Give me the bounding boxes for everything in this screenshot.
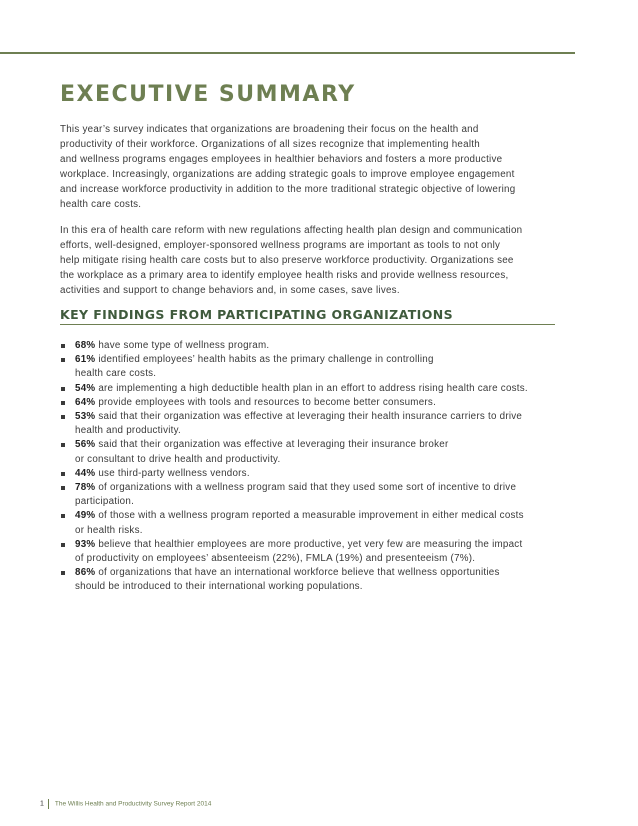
finding-percent: 93%	[75, 538, 96, 550]
finding-text: health and productivity.	[75, 425, 182, 437]
finding-text: of those with a wellness program reported a measurable improvement in either medical costs	[98, 510, 524, 522]
text-line	[75, 467, 560, 481]
bullet-icon	[61, 472, 65, 476]
finding-item	[60, 438, 560, 466]
finding-text: are implementing a high deductible health plan in an effort to address rising health care costs.	[98, 382, 528, 394]
text-line: workplace. Increasingly, organizations are adding strategic goals to improve employee engagement	[60, 168, 515, 180]
text-line: health care costs.	[60, 198, 142, 210]
finding-percent: 64%	[75, 396, 96, 408]
finding-text: believe that healthier employees are more productive, yet very few are measuring the impact	[98, 538, 523, 550]
finding-item	[60, 353, 560, 381]
intro-text	[60, 123, 560, 311]
finding-text: provide employees with tools and resources to become better consumers.	[98, 396, 437, 408]
finding-text: of organizations that have an international workforce believe that wellness opportunities	[98, 567, 500, 579]
text-line: help mitigate rising health care costs but to also preserve workforce productivity. Organizations see	[60, 255, 514, 267]
finding-percent: 49%	[75, 510, 96, 522]
finding-item	[60, 382, 560, 396]
text-line	[75, 410, 560, 424]
text-line	[75, 438, 560, 452]
report-name: The Willis Health and Productivity Survey Report 2014	[54, 800, 212, 808]
text-line: In this era of health care reform with new regulations affecting health plan design and communication	[60, 225, 523, 237]
finding-percent: 44%	[75, 467, 96, 479]
finding-item	[60, 566, 560, 594]
text-line: and wellness programs engages employees in healthier behaviors and fosters a more productive	[60, 153, 503, 165]
text-line	[75, 339, 560, 353]
finding-text: said that their organization was effective at leveraging their insurance broker	[98, 439, 449, 451]
finding-percent: 56%	[75, 439, 96, 451]
page-number: 1	[40, 800, 44, 808]
text-line	[75, 353, 560, 367]
text-line	[75, 382, 560, 396]
finding-percent: 78%	[75, 482, 96, 494]
text-line	[75, 566, 560, 580]
page-title: EXECUTIVE SUMMARY	[60, 82, 356, 107]
finding-text: participation.	[75, 496, 135, 508]
finding-item	[60, 467, 560, 481]
finding-text: health care costs.	[75, 368, 157, 380]
bullet-icon	[61, 387, 65, 391]
finding-item	[60, 509, 560, 537]
text-line: activities and support to change behaviors and, in some cases, save lives.	[60, 285, 400, 297]
finding-item	[60, 410, 560, 438]
bullet-icon	[61, 358, 65, 362]
finding-text: of productivity on employees’ absenteeism (22%), FMLA (19%) and presenteeism (7%).	[75, 553, 476, 565]
finding-text: or consultant to drive health and productivity.	[75, 453, 281, 465]
top-divider	[0, 52, 575, 54]
bullet-icon	[61, 344, 65, 348]
finding-percent: 54%	[75, 382, 96, 394]
text-line	[75, 509, 560, 523]
finding-text: identified employees’ health habits as the primary challenge in controlling	[98, 354, 434, 366]
finding-item	[60, 339, 560, 353]
page-footer	[40, 799, 211, 809]
text-line	[75, 481, 560, 495]
key-findings-list	[60, 339, 560, 595]
finding-percent: 68%	[75, 340, 96, 351]
finding-text: said that their organization was effective at leveraging their health insurance carriers to drive	[98, 411, 523, 423]
finding-item	[60, 481, 560, 509]
text-line: the workplace as a primary area to identify employee health risks and provide wellness resources,	[60, 270, 509, 282]
finding-text: should be introduced to their international working populations.	[75, 581, 363, 593]
finding-percent: 61%	[75, 354, 96, 366]
bullet-icon	[61, 571, 65, 575]
finding-item	[60, 538, 560, 566]
footer-divider	[48, 799, 49, 809]
finding-item	[60, 396, 560, 410]
text-line	[75, 396, 560, 410]
intro-paragraph	[60, 224, 560, 299]
key-findings-title: KEY FINDINGS FROM PARTICIPATING ORGANIZATIONS	[60, 307, 454, 322]
bullet-icon	[61, 514, 65, 518]
finding-percent: 53%	[75, 411, 96, 423]
text-line: This year’s survey indicates that organizations are broadening their focus on the health and	[60, 124, 479, 135]
finding-text: have some type of wellness program.	[98, 340, 270, 351]
finding-text: use third-party wellness vendors.	[98, 467, 250, 479]
text-line: and increase workforce productivity in addition to the more traditional strategic objective of lowering	[60, 183, 516, 195]
intro-paragraph	[60, 123, 560, 212]
text-line: efforts, well-designed, employer-sponsored wellness programs are important as tools to not only	[60, 240, 501, 252]
finding-text: of organizations with a wellness program said that they used some sort of incentive to drive	[98, 482, 517, 494]
bullet-icon	[61, 415, 65, 419]
key-findings-heading	[60, 307, 555, 325]
bullet-icon	[61, 486, 65, 490]
finding-percent: 86%	[75, 567, 96, 579]
bullet-icon	[61, 401, 65, 405]
text-line: productivity of their workforce. Organizations of all sizes recognize that implementing health	[60, 138, 480, 150]
text-line	[75, 538, 560, 552]
finding-text: or health risks.	[75, 524, 143, 536]
bullet-icon	[61, 443, 65, 447]
bullet-icon	[61, 543, 65, 547]
